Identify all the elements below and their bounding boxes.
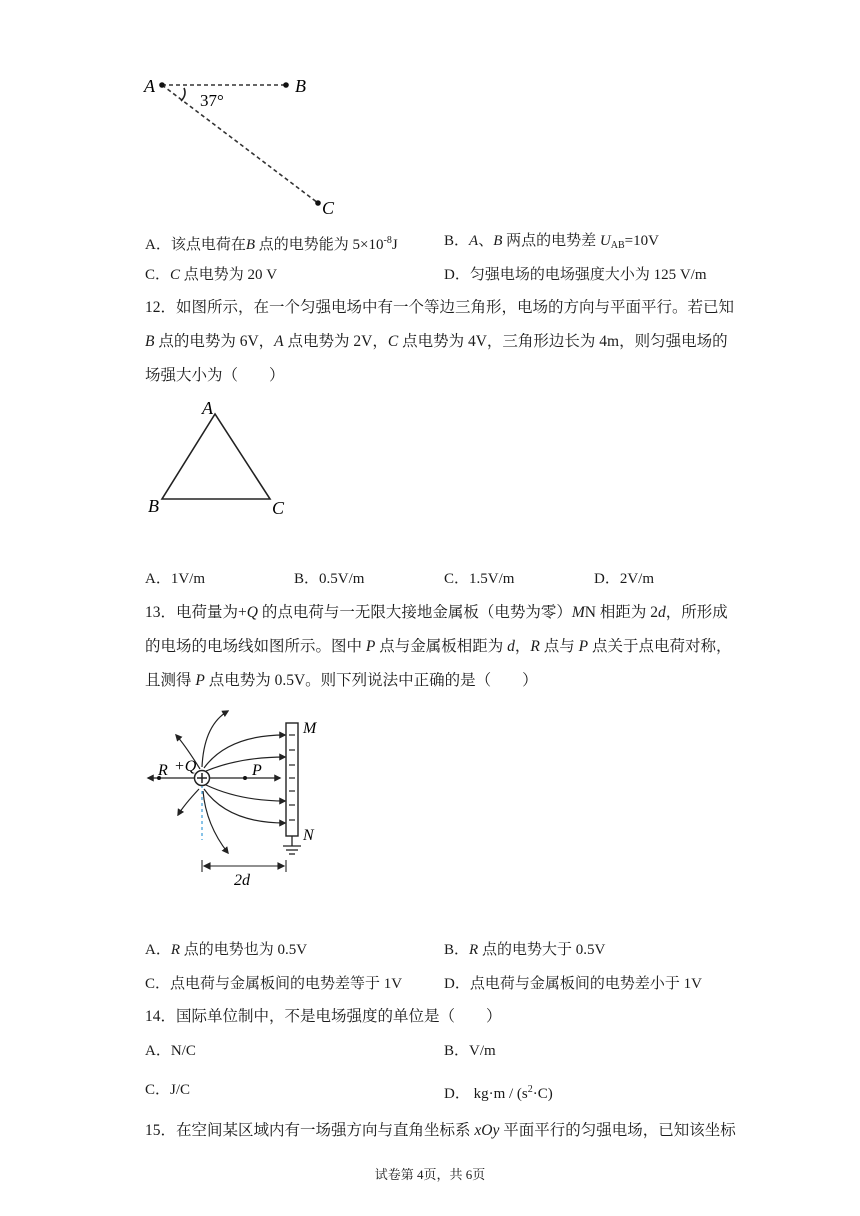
- point-a: [159, 82, 165, 88]
- q13-line2-var-d: d: [507, 638, 515, 655]
- q13-stem-line1: [145, 603, 728, 623]
- q12-stem-line2: [145, 332, 728, 352]
- q13-line2-mid: 点与金属板相距为: [375, 638, 508, 655]
- q13-option-a-var: R: [170, 942, 181, 958]
- q11-option-b-var2: B: [493, 233, 503, 249]
- q15-stem-line1: [145, 1121, 736, 1141]
- label-p: P: [252, 762, 262, 779]
- q13-line2-mid2: 点与: [539, 638, 579, 655]
- q13-line3-post: 点电势为 0.5V。则下列说法中正确的是（ ）: [204, 672, 538, 689]
- q12-option-d[interactable]: D．2V/m: [594, 571, 655, 587]
- q11-option-c-pre: C．: [145, 267, 171, 283]
- q14-stem: 14．国际单位制中，不是电场强度的单位是（ ）: [145, 1008, 502, 1025]
- q11-option-c-post: 点电势为 20 V: [180, 267, 278, 283]
- triangle-label-b: B: [148, 496, 159, 516]
- q11-option-b-var1: A: [469, 233, 479, 249]
- q13-option-a[interactable]: [145, 940, 307, 960]
- q13-option-d[interactable]: D．点电荷与金属板间的电势差小于 1V: [444, 976, 702, 992]
- q14-option-d-post: ·C): [532, 1086, 553, 1102]
- q12-line2-t3: 点电势为 4V，三角形边长为 4m，则匀强电场的: [398, 333, 728, 350]
- q11-option-a-exp: -8: [383, 235, 392, 246]
- q13-line1-mid: 的点电荷与一无限大接地金属板（电势为零）: [257, 604, 572, 621]
- q12-line2-t2: 点电势为 2V，: [283, 333, 388, 350]
- q13-line2-pre: 的电场的电场线如图所示。图中: [145, 638, 366, 655]
- q13-stem-line2: [145, 637, 731, 657]
- q14-option-b[interactable]: B．V/m: [444, 1043, 496, 1059]
- q13-option-b-post: 点的电势大于 0.5V: [478, 942, 606, 958]
- triangle-abc: [162, 414, 270, 499]
- q11-option-a-pre: A．该点电荷在: [145, 237, 246, 253]
- figure-q12-triangle: [140, 398, 300, 523]
- field-lines-outward: [148, 711, 228, 853]
- q13-option-c[interactable]: C．点电荷与金属板间的电势差等于 1V: [145, 976, 403, 992]
- q11-option-b-u: U: [599, 233, 611, 249]
- q12-stem-line3: 场强大小为（ ）: [145, 367, 285, 384]
- q13-option-b[interactable]: [444, 940, 605, 960]
- q14-option-c[interactable]: C．J/C: [145, 1082, 191, 1098]
- label-r: R: [158, 762, 168, 779]
- point-c: [315, 200, 321, 206]
- q12-var-a: A: [274, 333, 284, 350]
- q12-line2-t1: 点的电势为 6V，: [154, 333, 275, 350]
- q15-line1-post: 平面平行的匀强电场，已知该坐标: [499, 1122, 736, 1139]
- figure-q11-diagram: [140, 68, 350, 218]
- q11-option-c-var: C: [170, 267, 181, 283]
- q13-option-b-pre: B．: [444, 942, 470, 958]
- q11-option-b[interactable]: [444, 231, 659, 256]
- page-footer: 试卷第 4页，共 6页: [374, 1167, 486, 1182]
- q11-option-b-mid: 两点的电势差: [502, 233, 600, 249]
- q11-option-b-sub: AB: [610, 240, 625, 251]
- q14-option-d-pre: D． kg·m / (s: [444, 1086, 528, 1102]
- q12-option-a[interactable]: A．1V/m: [145, 571, 206, 587]
- q13-stem-line3: [145, 671, 538, 691]
- label-m: M: [303, 720, 317, 737]
- q11-option-a-post: J: [391, 237, 398, 253]
- label-c: C: [322, 198, 335, 218]
- dimension-2d: [202, 860, 286, 872]
- q11-option-a[interactable]: [145, 231, 398, 255]
- q11-option-b-sep: 、: [478, 233, 494, 249]
- q14-option-a[interactable]: A．N/C: [145, 1043, 196, 1059]
- figure-q13-field-lines: [140, 705, 340, 890]
- q13-var-d: d: [657, 604, 666, 621]
- q12-var-c: C: [387, 333, 399, 350]
- q13-line2-end: 点关于点电荷对称，: [588, 638, 732, 655]
- q13-line2-var-p: P: [365, 638, 376, 655]
- q12-option-c[interactable]: C．1.5V/m: [444, 571, 515, 587]
- q13-line3-pre: 且测得: [145, 672, 196, 689]
- label-q: +Q: [174, 758, 197, 775]
- q14-option-d[interactable]: [444, 1080, 553, 1104]
- q13-option-a-pre: A．: [145, 942, 171, 958]
- q11-option-d[interactable]: [444, 265, 707, 285]
- label-2d: 2d: [234, 872, 250, 889]
- q11-option-b-pre: B．: [444, 233, 470, 249]
- q12-option-b[interactable]: B．0.5V/m: [294, 571, 365, 587]
- q13-line3-var-p: P: [195, 672, 205, 689]
- q13-line1-end: ，所形成: [665, 604, 728, 621]
- q12-var-b: B: [145, 333, 155, 350]
- q13-line2-var-p2: P: [578, 638, 589, 655]
- angle-label: 37°: [200, 91, 224, 110]
- q13-line2-sep: ，: [514, 638, 531, 655]
- q15-var-xoy: xOy: [474, 1122, 500, 1139]
- point-b: [283, 82, 289, 88]
- q15-line1-pre: 15．在空间某区域内有一场强方向与直角坐标系: [145, 1122, 475, 1139]
- ground-symbol: [283, 836, 301, 854]
- point-p: [243, 776, 247, 780]
- q13-option-a-post: 点的电势也为 0.5V: [180, 942, 308, 958]
- label-a: A: [144, 76, 155, 96]
- q13-line1-post: N 相距为 2: [584, 604, 658, 621]
- q13-option-b-var: R: [469, 942, 479, 958]
- metal-plate: [286, 723, 298, 836]
- q11-option-b-post: =10V: [624, 233, 659, 249]
- segment-ac: [162, 85, 318, 203]
- q11-option-a-mid: 点的电势能为 5×10: [255, 237, 384, 253]
- q13-var-q: Q: [246, 604, 258, 621]
- triangle-label-a: A: [202, 398, 213, 418]
- q14-option-d-exp: 2: [527, 1084, 533, 1095]
- q11-option-c[interactable]: [145, 265, 277, 285]
- q11-option-d-text: D．匀强电场的电场强度大小为 125 V/m: [444, 267, 707, 283]
- q13-line1-pre: 13．电荷量为+: [145, 604, 247, 621]
- q13-line2-var-r: R: [530, 638, 540, 655]
- label-b: B: [295, 76, 306, 96]
- q11-option-a-var: B: [245, 237, 256, 253]
- q13-var-m: M: [571, 604, 585, 621]
- label-n: N: [303, 827, 314, 844]
- q12-stem-line1: 12．如图所示，在一个匀强电场中有一个等边三角形，电场的方向与平面平行。若已知: [145, 299, 735, 316]
- triangle-label-c: C: [272, 498, 285, 518]
